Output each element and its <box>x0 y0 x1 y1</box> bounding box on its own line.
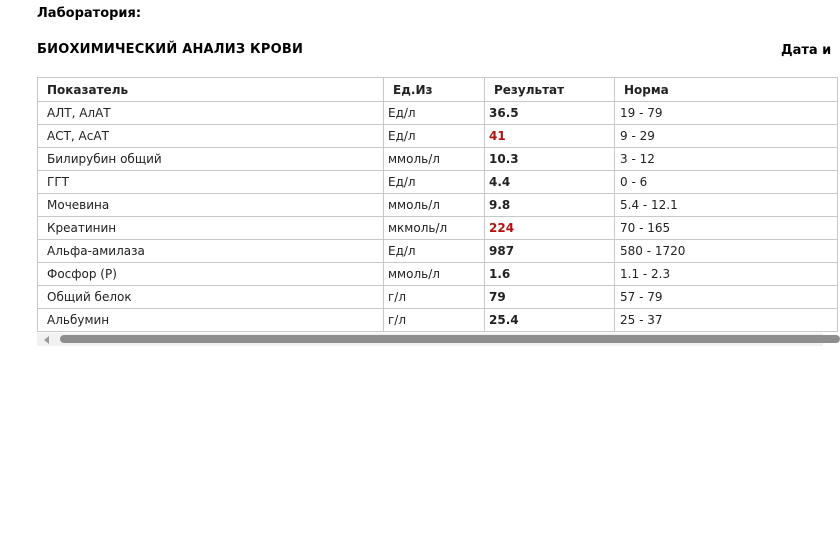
norm-range: 19 - 79 <box>615 102 838 125</box>
results-table <box>37 77 838 332</box>
norm-range: 0 - 6 <box>615 171 838 194</box>
unit-value: мкмоль/л <box>384 217 485 240</box>
result-value: 79 <box>485 286 615 309</box>
result-value: 9.8 <box>485 194 615 217</box>
table-row <box>38 217 838 240</box>
unit-value: ммоль/л <box>384 194 485 217</box>
results-body <box>38 102 838 332</box>
unit-value: ммоль/л <box>384 263 485 286</box>
column-header-norm: Норма <box>615 78 838 102</box>
unit-value: г/л <box>384 286 485 309</box>
result-value: 36.5 <box>485 102 615 125</box>
indicator-name: Креатинин <box>38 217 384 240</box>
norm-range: 580 - 1720 <box>615 240 838 263</box>
unit-value: Ед/л <box>384 171 485 194</box>
column-header-unit: Ед.Из <box>384 78 485 102</box>
result-value: 4.4 <box>485 171 615 194</box>
norm-range: 57 - 79 <box>615 286 838 309</box>
table-row <box>38 171 838 194</box>
table-row <box>38 102 838 125</box>
unit-value: Ед/л <box>384 125 485 148</box>
indicator-name: Фосфор (P) <box>38 263 384 286</box>
laboratory-label: Лаборатория: <box>37 6 142 21</box>
table-row <box>38 263 838 286</box>
table-row <box>38 194 838 217</box>
indicator-name: Общий белок <box>38 286 384 309</box>
column-header-indicator: Показатель <box>38 78 384 102</box>
horizontal-scrollbar[interactable] <box>37 333 823 346</box>
table-row <box>38 286 838 309</box>
table-row <box>38 309 838 332</box>
unit-value: г/л <box>384 309 485 332</box>
column-header-result: Результат <box>485 78 615 102</box>
table-header-row <box>38 78 838 102</box>
scroll-thumb[interactable] <box>60 335 840 343</box>
indicator-name: АЛТ, АлАТ <box>38 102 384 125</box>
table-row <box>38 125 838 148</box>
norm-range: 25 - 37 <box>615 309 838 332</box>
table-row <box>38 240 838 263</box>
indicator-name: ГГТ <box>38 171 384 194</box>
result-value: 41 <box>485 125 615 148</box>
norm-range: 1.1 - 2.3 <box>615 263 838 286</box>
unit-value: Ед/л <box>384 240 485 263</box>
norm-range: 5.4 - 12.1 <box>615 194 838 217</box>
results-table-container <box>37 77 837 333</box>
unit-value: Ед/л <box>384 102 485 125</box>
indicator-name: Билирубин общий <box>38 148 384 171</box>
norm-range: 3 - 12 <box>615 148 838 171</box>
indicator-name: Мочевина <box>38 194 384 217</box>
indicator-name: АСТ, АсАТ <box>38 125 384 148</box>
table-row <box>38 148 838 171</box>
scroll-left-arrow-icon[interactable] <box>44 336 49 344</box>
result-value: 25.4 <box>485 309 615 332</box>
result-value: 10.3 <box>485 148 615 171</box>
section-title: БИОХИМИЧЕСКИЙ АНАЛИЗ КРОВИ <box>37 42 304 57</box>
result-value: 1.6 <box>485 263 615 286</box>
norm-range: 70 - 165 <box>615 217 838 240</box>
result-value: 224 <box>485 217 615 240</box>
result-value: 987 <box>485 240 615 263</box>
indicator-name: Альфа-амилаза <box>38 240 384 263</box>
date-label: Дата и <box>781 43 832 58</box>
norm-range: 9 - 29 <box>615 125 838 148</box>
unit-value: ммоль/л <box>384 148 485 171</box>
indicator-name: Альбумин <box>38 309 384 332</box>
